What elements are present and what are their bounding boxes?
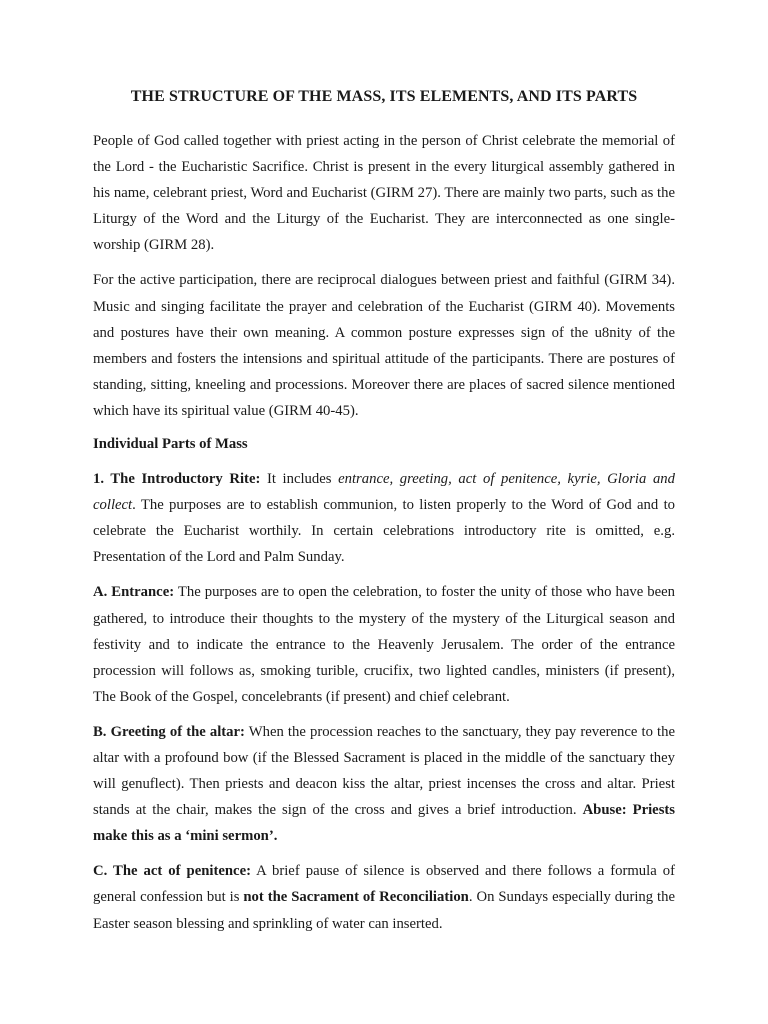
greeting-label: B. Greeting of the altar: [93,723,245,740]
introductory-rite-italic: entrance, greeting, act of penitence, kyrie, Gloria and collect [93,471,675,514]
section-heading: Individual Parts of Mass [93,436,248,453]
greeting-paragraph [93,719,675,849]
introductory-rite-text-before: It includes [260,471,339,488]
penitence-label: C. The act of penitence: [93,863,251,880]
entrance-label: A. Entrance: [93,584,175,601]
penitence-text-after: . On Sundays especially during the Easter season blessing and sprinkling of water can inserted. [93,889,676,932]
document-title: THE STRUCTURE OF THE MASS, ITS ELEMENTS, AND ITS PARTS [130,88,638,105]
abuse-note: Abuse: Priests make this as a ‘mini sermon’. [93,802,676,845]
intro-paragraph-2: For the active participation, there are reciprocal dialogues between priest and faithful (GIRM 34). Music and singing facilitate the prayer and celebration of the Eucharist (GIRM 40). Movements and postures have their own meaning. A common posture expresses sign of the u8nity of the members and fosters the intensions and spiritual attitude of the participants. There are postures of standing, sitting, kneeling and processions. Moreover there are places of sacred silence mentioned which have its spiritual value (GIRM 40-45). [93,272,675,419]
document-page [93,88,675,946]
entrance-paragraph [93,579,675,709]
penitence-bold-phrase: not the Sacrament of Reconciliation [243,889,469,906]
introductory-rite-text-after: . The purposes are to establish communion, to listen properly to the Word of God and to celebrate the Eucharist worthily. In certain celebrations introductory rite is omitted, e.g. Presentation of the Lord and Palm Sunday. [93,497,675,566]
penitence-paragraph [93,858,675,936]
entrance-text: The purposes are to open the celebration, to foster the unity of those who have been gathered, to introduce their thoughts to the mystery of the mystery of the Liturgical season and festivity and to indicate the entrance to the Heavenly Jerusalem. The order of the entrance procession will follows as, smoking turible, crucifix, two lighted candles, ministers (if present), The Book of the Gospel, concelebrants (if present) and chief celebrant. [93,584,675,705]
intro-paragraph-1: People of God called together with priest acting in the person of Christ celebrate the memorial of the Lord - the Eucharistic Sacrifice. Christ is present in the every liturgical assembly gathered in his name, celebrant priest, Word and Eucharist (GIRM 27). There are mainly two parts, such as the Liturgy of the Word and the Liturgy of the Eucharist. They are interconnected as one single-worship (GIRM 28). [93,133,675,254]
greeting-text: When the procession reaches to the sanctuary, they pay reverence to the altar with a profound bow (if the Blessed Sacrament is placed in the middle of the sanctuary they will genuflect). Then priests and deacon kiss the altar, priest incenses the cross and altar. Priest stands at the chair, makes the sign of the cross and gives a brief introduction. [93,723,675,819]
penitence-text-before: A brief pause of silence is observed and there follows a formula of general confession but is [93,863,675,906]
introductory-rite-label: 1. The Introductory Rite: [93,471,261,488]
introductory-rite-paragraph [93,466,675,570]
